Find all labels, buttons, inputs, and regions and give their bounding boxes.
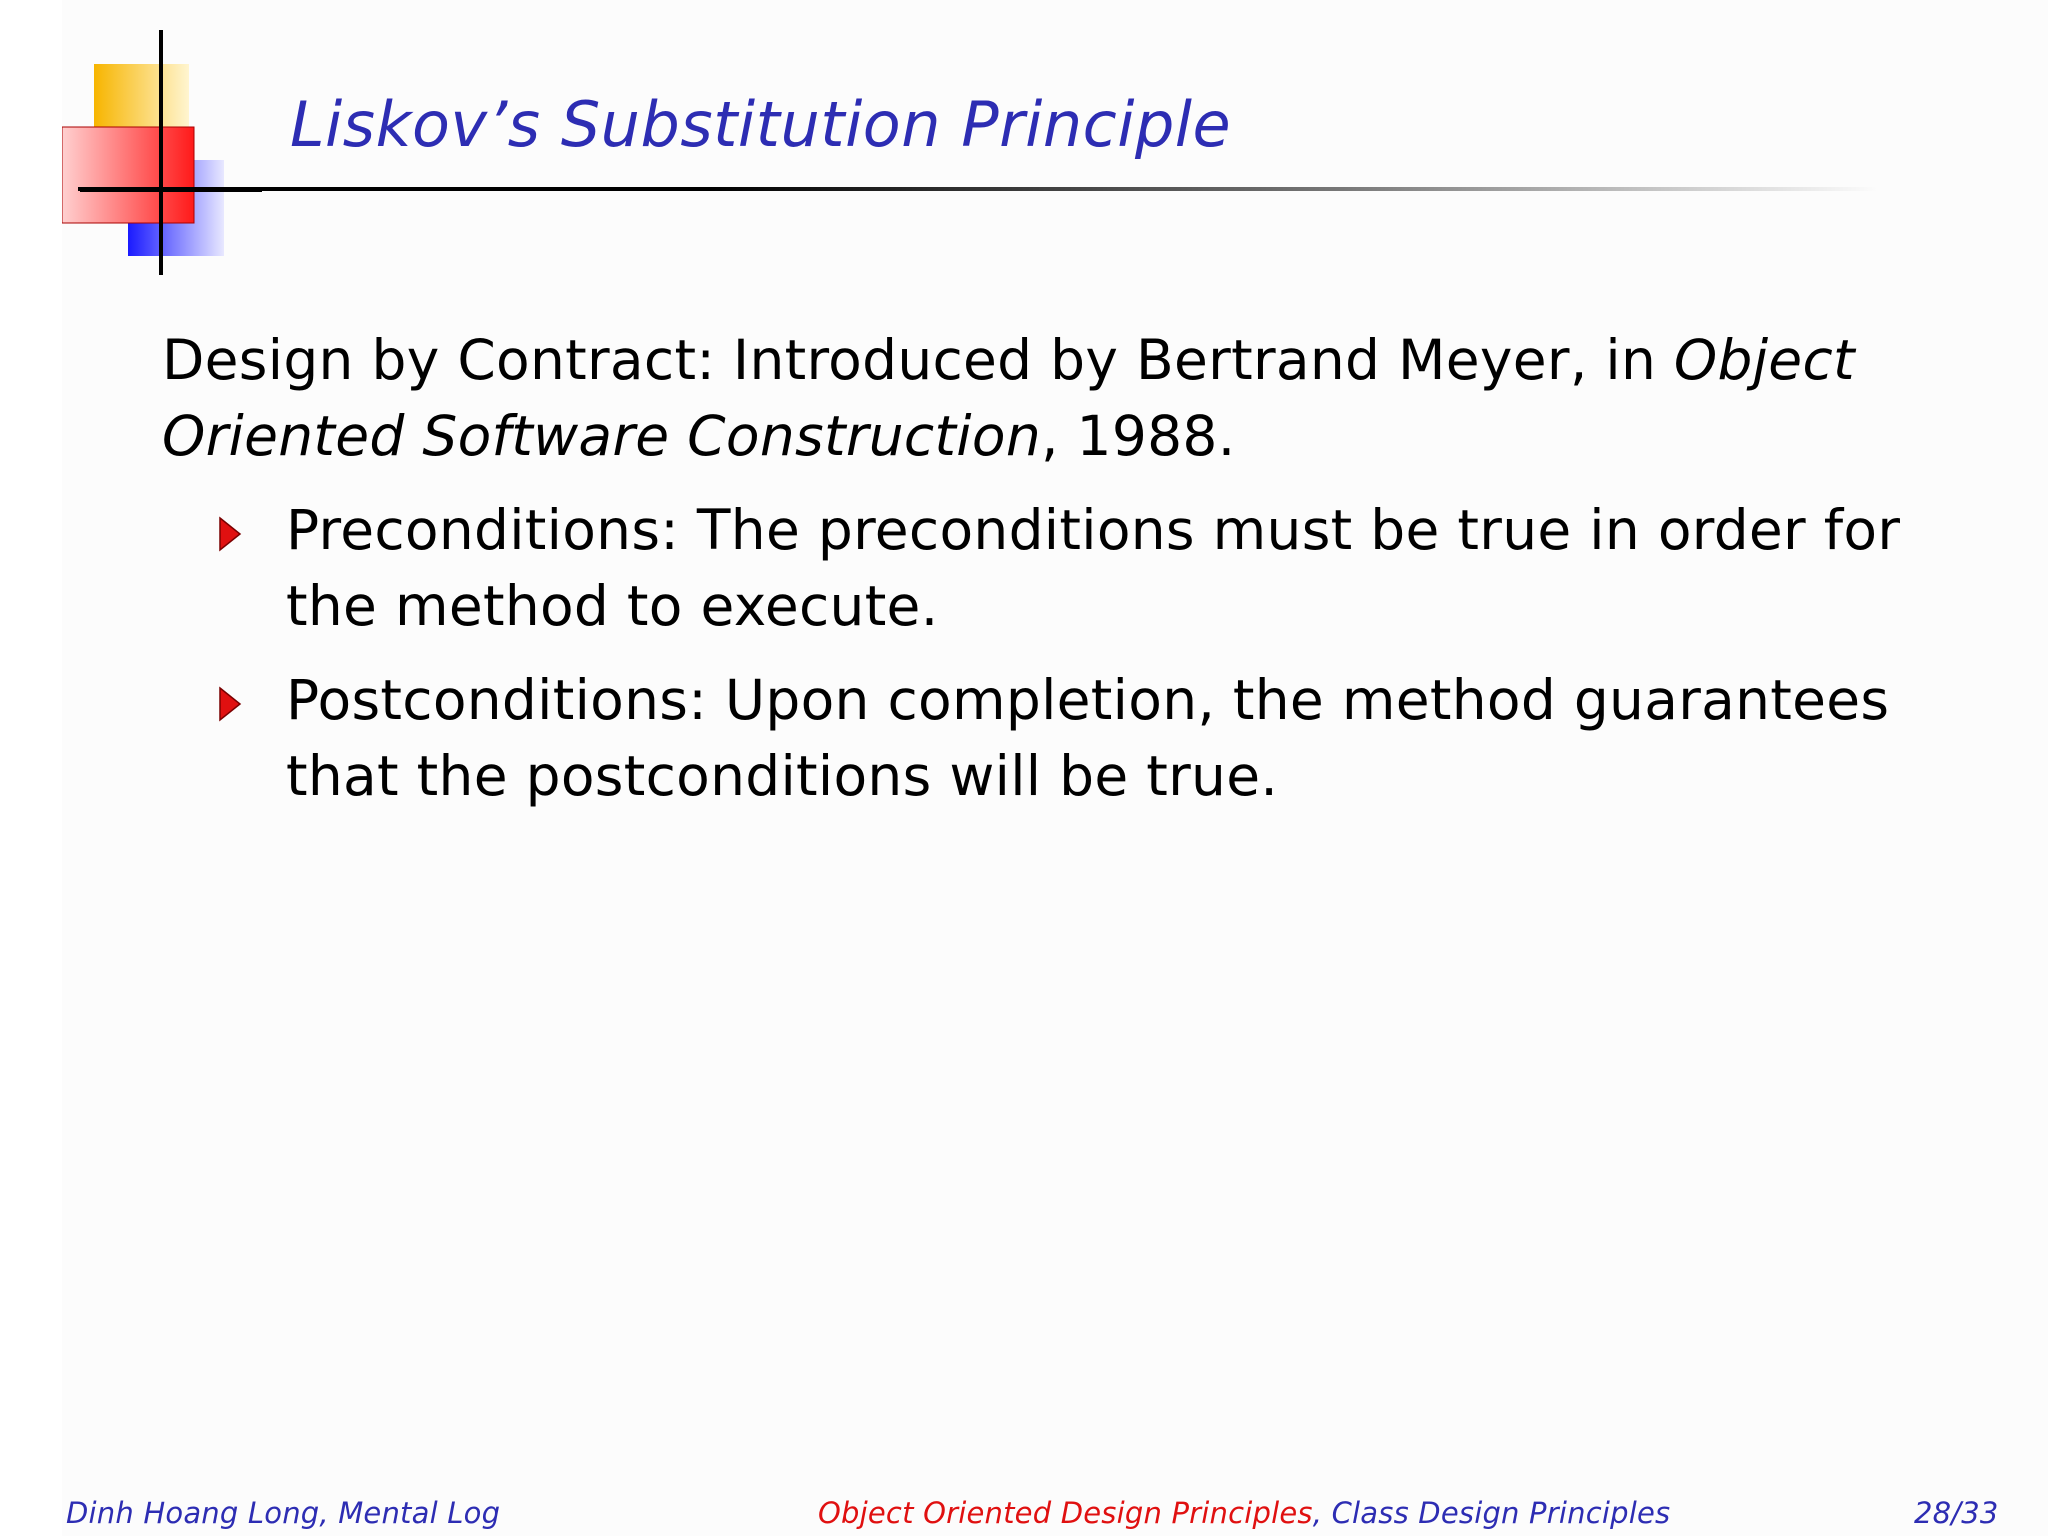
bullet-arrow-icon bbox=[218, 686, 244, 722]
intro-book-title: Object Oriented Software Construction bbox=[162, 328, 1855, 468]
title-divider bbox=[78, 187, 1878, 191]
footer-section[interactable]: Object Oriented Design Principles bbox=[818, 1496, 1313, 1530]
intro-paragraph bbox=[162, 322, 1922, 474]
footer-section-info bbox=[818, 1496, 1670, 1530]
intro-lead: Design by Contract: Introduced by Bertrand Meyer, in bbox=[162, 328, 1674, 392]
bullet-arrow-icon bbox=[218, 516, 244, 552]
intro-tail: , 1988. bbox=[1040, 404, 1236, 468]
bullet-text: Postconditions: Upon completion, the method guarantees that the postconditions will be true. bbox=[286, 668, 1890, 808]
footer-subsection[interactable]: Class Design Principles bbox=[1331, 1496, 1671, 1530]
slide-logo bbox=[62, 30, 262, 275]
slide-title: Liskov’s Substitution Principle bbox=[290, 88, 1232, 161]
bullet-text: Preconditions: The preconditions must be true in order for the method to execute. bbox=[286, 498, 1901, 638]
footer-separator: , bbox=[1312, 1496, 1323, 1530]
footer-page-number: 28/33 bbox=[1914, 1496, 1999, 1530]
footer-author: Dinh Hoang Long, Mental Log bbox=[66, 1496, 501, 1530]
